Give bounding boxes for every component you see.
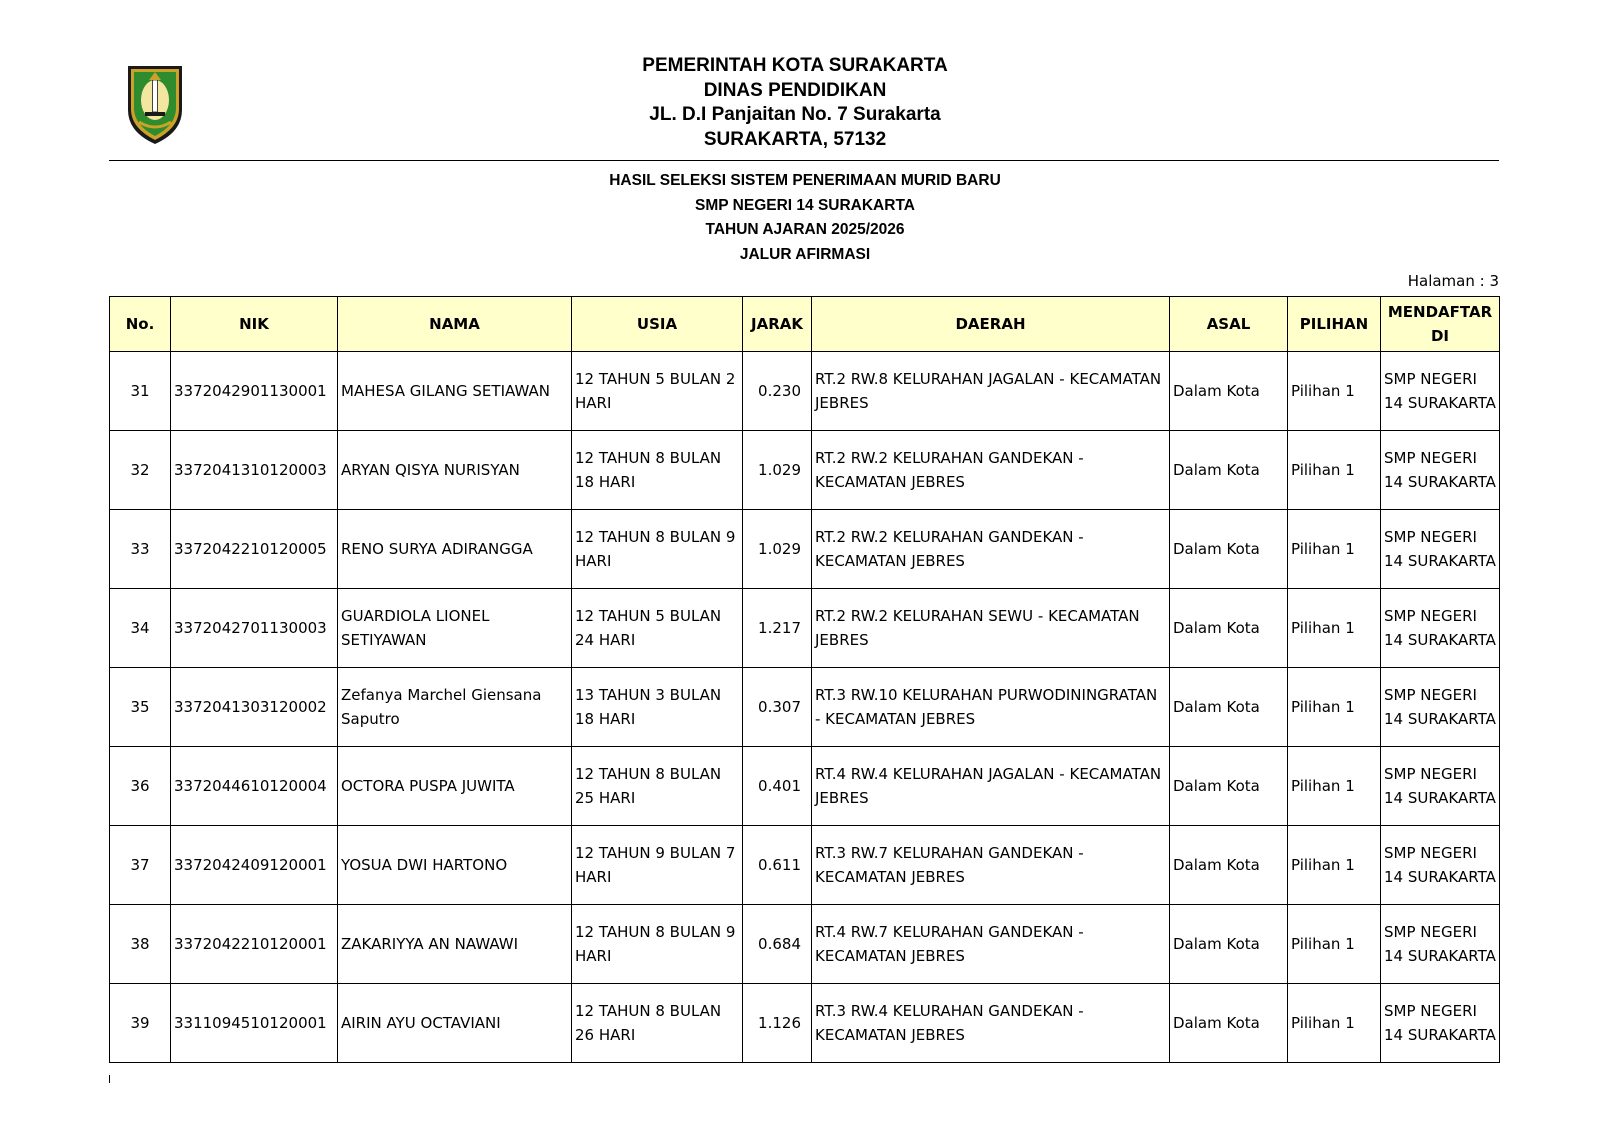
cell-daerah: RT.3 RW.10 KELURAHAN PURWODININGRATAN - KECAMATAN JEBRES	[812, 668, 1170, 747]
cell-nama: Zefanya Marchel Giensana Saputro	[338, 668, 572, 747]
col-header-asal: ASAL	[1170, 297, 1288, 352]
cell-nik: 3372042901130001	[171, 352, 338, 431]
table-header-row	[110, 297, 1500, 352]
cell-jarak: 1.126	[743, 984, 812, 1063]
cell-usia: 12 TAHUN 5 BULAN 2 HARI	[572, 352, 743, 431]
cell-asal: Dalam Kota	[1170, 905, 1288, 984]
report-year: TAHUN AJARAN 2025/2026	[705, 221, 905, 238]
cell-mendaftar-di: SMP NEGERI 14 SURAKARTA	[1381, 510, 1500, 589]
cell-nik: 3372041303120002	[171, 668, 338, 747]
table-row	[110, 984, 1500, 1063]
cell-mendaftar-di: SMP NEGERI 14 SURAKARTA	[1381, 431, 1500, 510]
col-header-pilihan: PILIHAN	[1288, 297, 1381, 352]
cell-asal: Dalam Kota	[1170, 589, 1288, 668]
cell-jarak: 0.307	[743, 668, 812, 747]
cell-asal: Dalam Kota	[1170, 352, 1288, 431]
cell-nik: 3372044610120004	[171, 747, 338, 826]
cell-no: 39	[110, 984, 171, 1063]
page-break-mark	[109, 1075, 110, 1083]
cell-usia: 12 TAHUN 8 BULAN 9 HARI	[572, 510, 743, 589]
cell-asal: Dalam Kota	[1170, 984, 1288, 1063]
report-school: SMP NEGERI 14 SURAKARTA	[695, 196, 915, 214]
cell-nik: 3372042701130003	[171, 589, 338, 668]
cell-mendaftar-di: SMP NEGERI 14 SURAKARTA	[1381, 984, 1500, 1063]
cell-mendaftar-di: SMP NEGERI 14 SURAKARTA	[1381, 668, 1500, 747]
cell-jarak: 0.611	[743, 826, 812, 905]
cell-no: 38	[110, 905, 171, 984]
cell-nama: OCTORA PUSPA JUWITA	[338, 747, 572, 826]
cell-nik: 3372042210120005	[171, 510, 338, 589]
cell-daerah: RT.2 RW.8 KELURAHAN JAGALAN - KECAMATAN JEBRES	[812, 352, 1170, 431]
cell-daerah: RT.3 RW.7 KELURAHAN GANDEKAN - KECAMATAN JEBRES	[812, 826, 1170, 905]
col-header-nama: NAMA	[338, 297, 572, 352]
cell-no: 34	[110, 589, 171, 668]
cell-nama: YOSUA DWI HARTONO	[338, 826, 572, 905]
cell-nama: MAHESA GILANG SETIAWAN	[338, 352, 572, 431]
cell-mendaftar-di: SMP NEGERI 14 SURAKARTA	[1381, 905, 1500, 984]
selection-results-table	[109, 296, 1500, 1063]
cell-mendaftar-di: SMP NEGERI 14 SURAKARTA	[1381, 747, 1500, 826]
cell-usia: 12 TAHUN 8 BULAN 25 HARI	[572, 747, 743, 826]
cell-daerah: RT.2 RW.2 KELURAHAN GANDEKAN - KECAMATAN JEBRES	[812, 510, 1170, 589]
cell-jarak: 1.217	[743, 589, 812, 668]
cell-no: 33	[110, 510, 171, 589]
table-row	[110, 826, 1500, 905]
letterhead-city: SURAKARTA, 57132	[703, 128, 887, 150]
cell-pilihan: Pilihan 1	[1288, 905, 1381, 984]
header-divider	[109, 160, 1499, 161]
cell-nama: ZAKARIYYA AN NAWAWI	[338, 905, 572, 984]
cell-daerah: RT.2 RW.2 KELURAHAN GANDEKAN - KECAMATAN JEBRES	[812, 431, 1170, 510]
col-header-mendaftar-di: MENDAFTAR DI	[1381, 297, 1500, 352]
cell-mendaftar-di: SMP NEGERI 14 SURAKARTA	[1381, 826, 1500, 905]
cell-no: 37	[110, 826, 171, 905]
cell-no: 31	[110, 352, 171, 431]
cell-asal: Dalam Kota	[1170, 747, 1288, 826]
table-row	[110, 747, 1500, 826]
cell-pilihan: Pilihan 1	[1288, 510, 1381, 589]
cell-daerah: RT.4 RW.4 KELURAHAN JAGALAN - KECAMATAN JEBRES	[812, 747, 1170, 826]
cell-asal: Dalam Kota	[1170, 510, 1288, 589]
cell-asal: Dalam Kota	[1170, 431, 1288, 510]
table-row	[110, 510, 1500, 589]
cell-pilihan: Pilihan 1	[1288, 431, 1381, 510]
cell-usia: 13 TAHUN 3 BULAN 18 HARI	[572, 668, 743, 747]
cell-daerah: RT.2 RW.2 KELURAHAN SEWU - KECAMATAN JEBRES	[812, 589, 1170, 668]
cell-pilihan: Pilihan 1	[1288, 984, 1381, 1063]
col-header-usia: USIA	[572, 297, 743, 352]
cell-nik: 3372042409120001	[171, 826, 338, 905]
report-track: JALUR AFIRMASI	[739, 245, 871, 263]
cell-mendaftar-di: SMP NEGERI 14 SURAKARTA	[1381, 352, 1500, 431]
cell-usia: 12 TAHUN 9 BULAN 7 HARI	[572, 826, 743, 905]
table-row	[110, 589, 1500, 668]
cell-jarak: 1.029	[743, 431, 812, 510]
cell-nik: 3372042210120001	[171, 905, 338, 984]
report-title-block	[500, 169, 1110, 267]
cell-pilihan: Pilihan 1	[1288, 747, 1381, 826]
table-row	[110, 668, 1500, 747]
cell-pilihan: Pilihan 1	[1288, 352, 1381, 431]
table-row	[110, 431, 1500, 510]
cell-usia: 12 TAHUN 8 BULAN 18 HARI	[572, 431, 743, 510]
cell-daerah: RT.4 RW.7 KELURAHAN GANDEKAN - KECAMATAN JEBRES	[812, 905, 1170, 984]
col-header-daerah: DAERAH	[812, 297, 1170, 352]
col-header-jarak: JARAK	[743, 297, 812, 352]
table-body	[110, 352, 1500, 1063]
cell-usia: 12 TAHUN 8 BULAN 26 HARI	[572, 984, 743, 1063]
cell-daerah: RT.3 RW.4 KELURAHAN GANDEKAN - KECAMATAN JEBRES	[812, 984, 1170, 1063]
cell-asal: Dalam Kota	[1170, 668, 1288, 747]
cell-nama: ARYAN QISYA NURISYAN	[338, 431, 572, 510]
cell-mendaftar-di: SMP NEGERI 14 SURAKARTA	[1381, 589, 1500, 668]
table-row	[110, 352, 1500, 431]
cell-usia: 12 TAHUN 5 BULAN 24 HARI	[572, 589, 743, 668]
letterhead-agency: DINAS PENDIDIKAN	[703, 79, 887, 101]
cell-usia: 12 TAHUN 8 BULAN 9 HARI	[572, 905, 743, 984]
table-row	[110, 905, 1500, 984]
cell-no: 32	[110, 431, 171, 510]
letterhead-address: JL. D.I Panjaitan No. 7 Surakarta	[649, 104, 941, 125]
cell-no: 35	[110, 668, 171, 747]
cell-nama: GUARDIOLA LIONEL SETIYAWAN	[338, 589, 572, 668]
cell-jarak: 0.230	[743, 352, 812, 431]
col-header-nik: NIK	[171, 297, 338, 352]
cell-jarak: 0.401	[743, 747, 812, 826]
cell-nik: 3372041310120003	[171, 431, 338, 510]
letterhead	[560, 54, 1030, 152]
cell-pilihan: Pilihan 1	[1288, 668, 1381, 747]
cell-jarak: 1.029	[743, 510, 812, 589]
col-header-no: No.	[110, 297, 171, 352]
cell-pilihan: Pilihan 1	[1288, 826, 1381, 905]
cell-nik: 3311094510120001	[171, 984, 338, 1063]
cell-jarak: 0.684	[743, 905, 812, 984]
report-title: HASIL SELEKSI SISTEM PENERIMAAN MURID BARU	[609, 172, 1001, 189]
page-number: Halaman : 3	[1407, 272, 1499, 290]
cell-pilihan: Pilihan 1	[1288, 589, 1381, 668]
letterhead-government: PEMERINTAH KOTA SURAKARTA	[642, 55, 948, 76]
surakarta-coat-of-arms-logo	[125, 62, 185, 146]
cell-nama: AIRIN AYU OCTAVIANI	[338, 984, 572, 1063]
cell-nama: RENO SURYA ADIRANGGA	[338, 510, 572, 589]
cell-no: 36	[110, 747, 171, 826]
cell-asal: Dalam Kota	[1170, 826, 1288, 905]
